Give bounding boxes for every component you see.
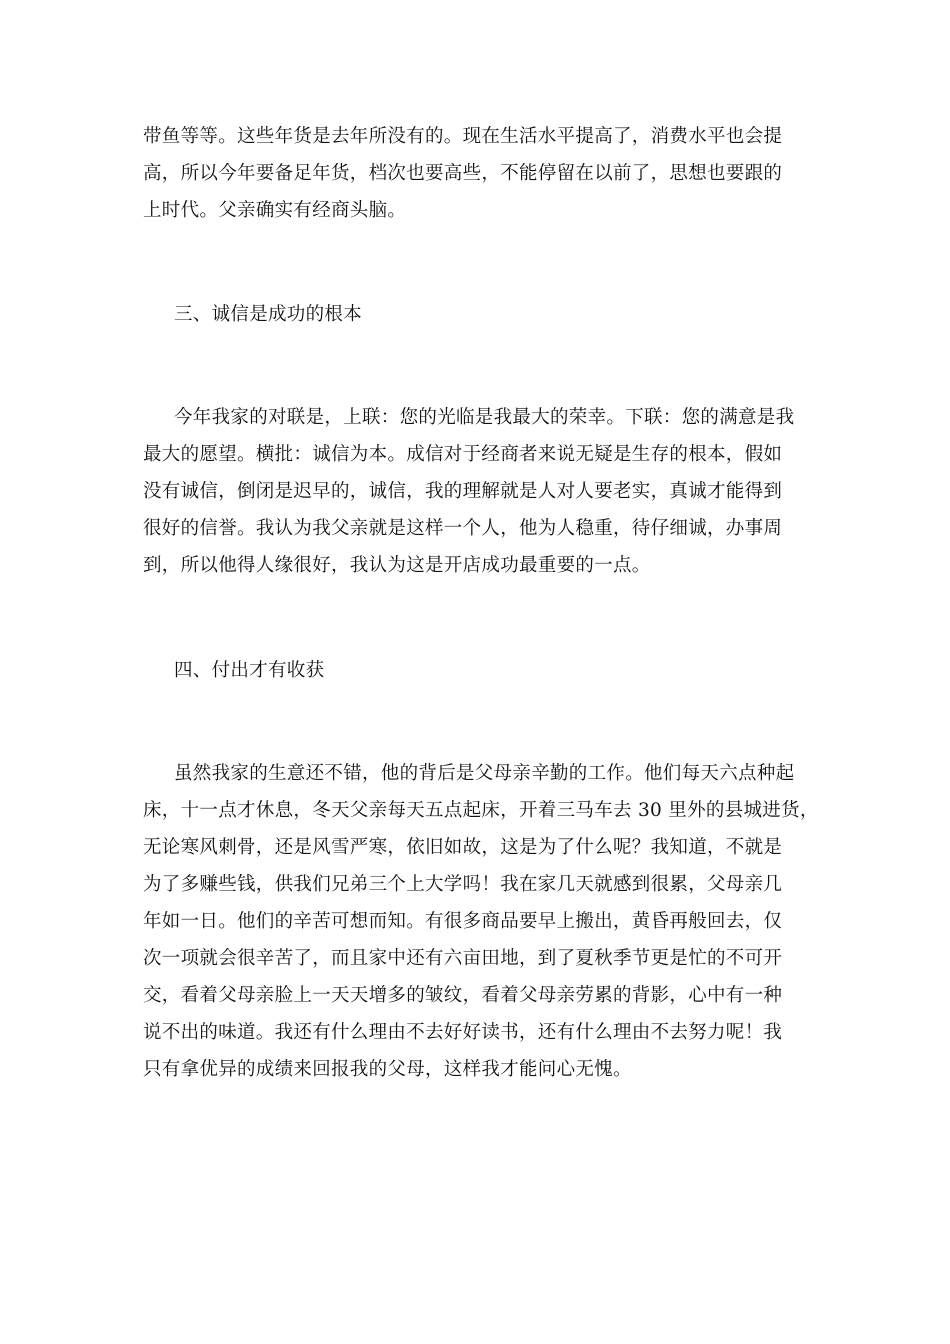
paragraph-3-line-7: 交，看着父母亲脸上一天天增多的皱纹，看着父母亲劳累的背影，心中有一种 — [143, 985, 783, 1006]
paragraph-2-line-5: 到，所以他得人缘很好，我认为这是开店成功最重要的一点。 — [143, 555, 651, 576]
paragraph-3-line-5: 年如一日。他们的辛苦可想而知。有很多商品要早上搬出，黄昏再般回去，仅 — [143, 911, 783, 932]
paragraph-2-line-4: 很好的信誉。我认为我父亲就是这样一个人，他为人稳重，待仔细诚，办事周 — [143, 518, 783, 539]
paragraph-2-line-2: 最大的愿望。横批：诚信为本。成信对于经商者来说无疑是生存的根本，假如 — [143, 444, 783, 465]
paragraph-3-line-1: 虽然我家的生意还不错，他的背后是父母亲辛勤的工作。他们每天六点种起 — [174, 763, 795, 784]
paragraph-1-line-3: 上时代。父亲确实有经商头脑。 — [143, 200, 407, 221]
paragraph-3-line-9: 只有拿优异的成绩来回报我的父母，这样我才能问心无愧。 — [143, 1059, 632, 1080]
paragraph-2-line-3: 没有诚信，倒闭是迟早的，诚信，我的理解就是人对人要老实，真诚才能得到 — [143, 481, 783, 502]
section-heading-4: 四、付出才有收获 — [174, 660, 325, 681]
paragraph-1-line-2: 高，所以今年要备足年货，档次也要高些，不能停留在以前了，思想也要跟的 — [143, 163, 783, 184]
paragraph-3-line-6: 次一项就会很辛苦了，而且家中还有六亩田地，到了夏秋季节更是忙的不可开 — [143, 948, 783, 969]
paragraph-3-line-4: 为了多赚些钱，供我们兄弟三个上大学吗！我在家几天就感到很累，父母亲几 — [143, 874, 783, 895]
paragraph-3-line-2: 床，十一点才休息，冬天父亲每天五点起床，开着三马车去 30 里外的县城进货， — [143, 800, 819, 821]
paragraph-3-line-8: 说不出的味道。我还有什么理由不去好好读书，还有什么理由不去努力呢！我 — [143, 1022, 783, 1043]
paragraph-1-line-1: 带鱼等等。这些年货是去年所没有的。现在生活水平提高了，消费水平也会提 — [143, 126, 783, 147]
section-heading-3: 三、诚信是成功的根本 — [174, 304, 363, 325]
paragraph-3-line-3: 无论寒风刺骨，还是风雪严寒，依旧如故，这是为了什么呢？我知道，不就是 — [143, 837, 783, 858]
paragraph-2-line-1: 今年我家的对联是，上联：您的光临是我最大的荣幸。下联：您的满意是我 — [174, 407, 795, 428]
